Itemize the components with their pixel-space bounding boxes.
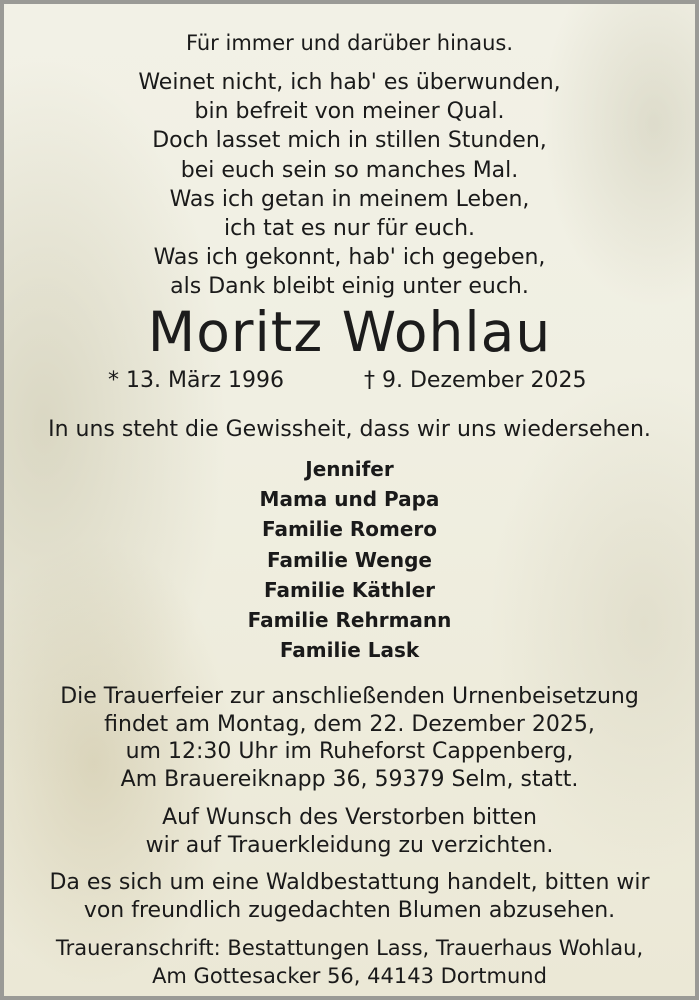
mourning-address bbox=[4, 934, 695, 990]
poem-line: ich tat es nur für euch. bbox=[223, 216, 476, 242]
mourner-item: Jennifer bbox=[305, 457, 394, 481]
mourner-item: Familie Rehrmann bbox=[247, 608, 452, 633]
life-dates bbox=[4, 366, 695, 396]
birth-date: * 13. März 1996 bbox=[108, 368, 285, 393]
motto-text: Für immer und darüber hinaus. bbox=[185, 31, 514, 55]
poem-line: als Dank bleibt einig unter euch. bbox=[170, 274, 529, 300]
mourner-item: Familie Wenge bbox=[267, 547, 432, 572]
mourner-item: Mama und Papa bbox=[259, 487, 440, 512]
certainty-text: In uns steht die Gewissheit, dass wir uns wiedersehen. bbox=[48, 417, 651, 442]
certainty-statement bbox=[4, 415, 695, 445]
poem-line: Doch lasset mich in stillen Stunden, bbox=[152, 128, 547, 154]
death-date: † 9. Dezember 2025 bbox=[364, 368, 587, 393]
poem-line: Was ich getan in meinem Leben, bbox=[169, 186, 530, 212]
dress-request bbox=[4, 804, 695, 859]
poem-line: Weinet nicht, ich hab' es überwunden, bbox=[138, 70, 561, 95]
poem-line: Was ich gekonnt, hab' ich gegeben, bbox=[153, 245, 546, 271]
mourner-item: Familie Romero bbox=[261, 517, 438, 542]
poem-line: bei euch sein so manches Mal. bbox=[180, 157, 519, 183]
mourner-item: Familie Käthler bbox=[264, 577, 435, 602]
dress-request-line: Auf Wunsch des Verstorben bitten bbox=[162, 805, 537, 830]
flowers-request-line: Da es sich um eine Waldbestattung handelt, bitten wir bbox=[49, 870, 650, 895]
ceremony-line: Die Trauerfeier zur anschließenden Urnenbeisetzung bbox=[60, 684, 639, 709]
address-line: Am Gottesacker 56, 44143 Dortmund bbox=[152, 964, 547, 988]
deceased-name: Moritz Wohlau bbox=[147, 300, 552, 364]
ceremony-details bbox=[4, 683, 695, 793]
mourner-item: Familie Lask bbox=[279, 638, 420, 663]
motto bbox=[4, 28, 695, 58]
ceremony-line: Am Brauereiknapp 36, 59379 Selm, statt. bbox=[120, 766, 579, 792]
flowers-request bbox=[4, 869, 695, 924]
mourners-list bbox=[4, 454, 695, 665]
poem-line: bin befreit von meiner Qual. bbox=[194, 99, 505, 125]
ceremony-line: findet am Montag, dem 22. Dezember 2025, bbox=[104, 711, 595, 737]
poem bbox=[4, 68, 695, 302]
ceremony-line: um 12:30 Uhr im Ruheforst Cappenberg, bbox=[125, 739, 574, 764]
dress-request-line: wir auf Trauerkleidung zu verzichten. bbox=[145, 832, 554, 858]
flowers-request-line: von freundlich zugedachten Blumen abzusehen. bbox=[83, 897, 616, 923]
address-line: Traueranschrift: Bestattungen Lass, Trauerhaus Wohlau, bbox=[55, 936, 644, 960]
